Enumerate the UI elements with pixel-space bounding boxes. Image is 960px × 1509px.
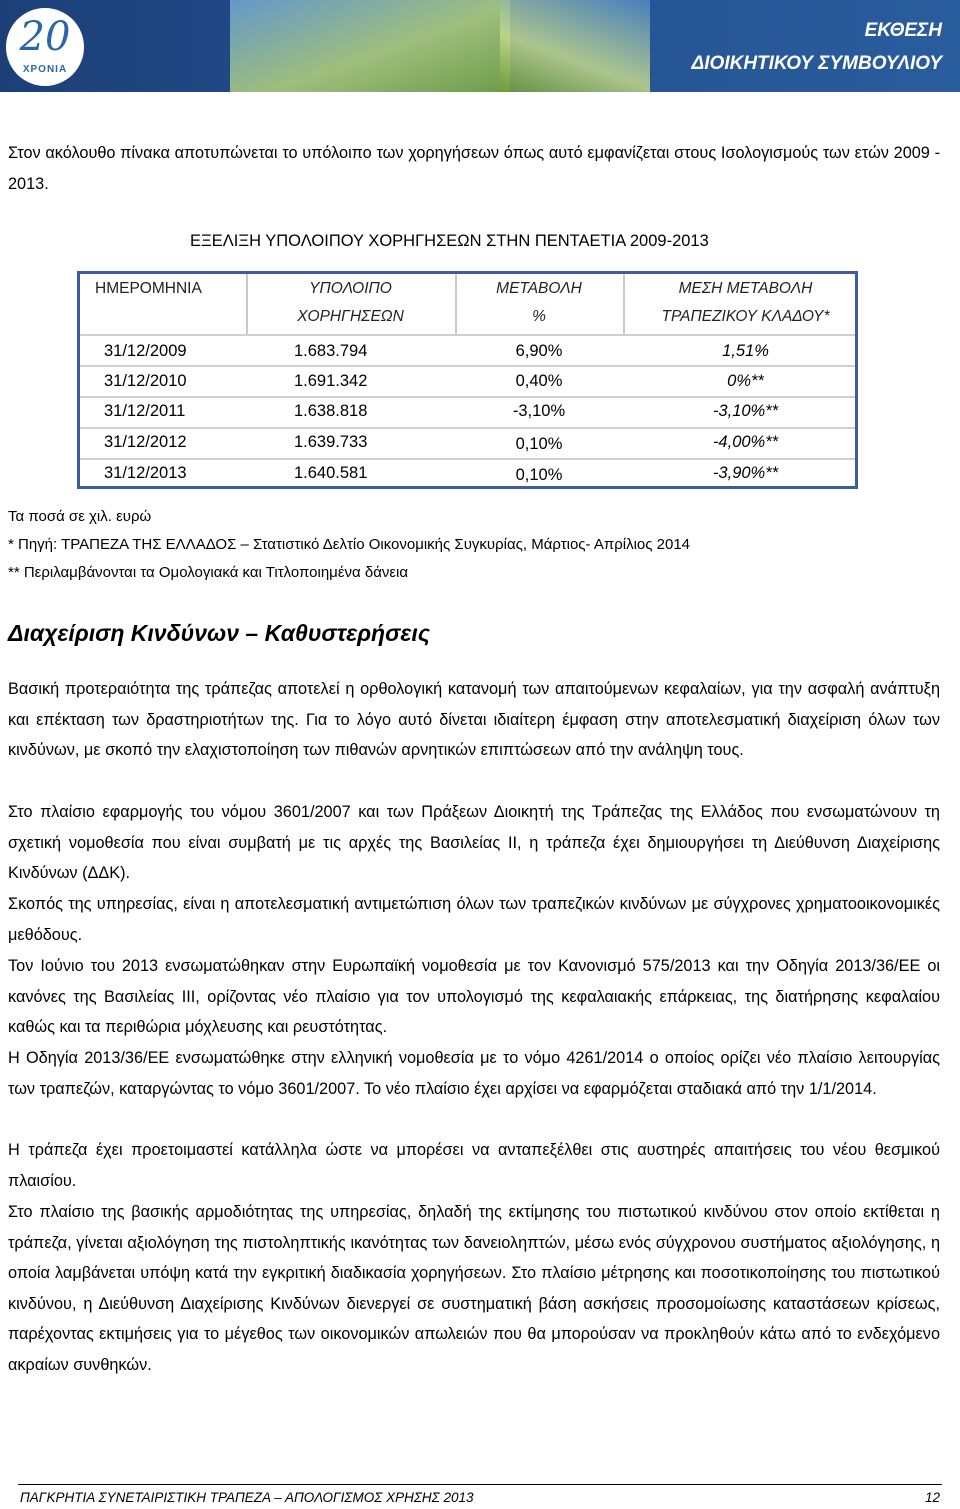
- footer-rule: [18, 1484, 942, 1485]
- col-header-balance-line2: ΧΟΡΗΓΗΣΕΩΝ: [297, 308, 404, 325]
- banner-photo-meadow: [500, 0, 650, 92]
- cell-change: 0,10%: [515, 435, 563, 453]
- cell-balance: 1.640.581: [294, 464, 368, 482]
- cell-date: 31/12/2011: [104, 402, 186, 420]
- paragraph: Η Οδηγία 2013/36/ΕΕ ενσωματώθηκε στην ελληνική νομοθεσία με το νόμο 4261/2014 ο οποίος ορίζει νέο πλαίσιο λειτουργίας των τραπεζών, καταργώντας το νόμο 3601/2007. Το νέο πλαίσιο έχει αρχίσει να εφαρμόζεται σταδιακά από την 1/1/2014.: [8, 1049, 940, 1098]
- units-note: Τα ποσά σε χιλ. ευρώ: [8, 508, 152, 525]
- cell-avg: -4,00%**: [712, 433, 779, 451]
- col-header-change-line1: ΜΕΤΑΒΟΛΗ: [496, 280, 582, 297]
- intro-paragraph: Στον ακόλουθο πίνακα αποτυπώνεται το υπόλοιπο των χορηγήσεων όπως αυτό εμφανίζεται στους Ισολογισμούς των ετών 2009 - 2013.: [8, 144, 940, 193]
- col-header-avg-line1: ΜΕΣΗ ΜΕΤΑΒΟΛΗ: [678, 280, 813, 297]
- paragraph: Στο πλαίσιο της βασικής αρμοδιότητας της υπηρεσίας, δηλαδή της εκτίμησης του πιστωτικού κινδύνου στον οποίο εκτίθεται η τράπεζα, γίνεται αξιολόγηση της πιστοληπτικής ικανότητας των δανειοληπτών, μέσω ενός σύγχρονου συστήματος αξιολόγησης, η οποία λαμβάνεται υπόψη κατά την εγκριτική διαδικασία χορηγήσεων. Στο πλαίσιο μέτρησης και ποσοτικοποίησης του πιστωτικού κινδύνου, η Διεύθυνση Διαχείρισης Κινδύνων διενεργεί σε συστηματική βάση ασκήσεις προσομοίωσης καταστάσεων κρίσεως, παρέχοντας εκτιμήσεις για το μέγεθος των οικονομικών απωλειών που θα μπορούσαν να προκληθούν κάτω από το ενδεχόμενο ακραίων συνθηκών.: [8, 1203, 940, 1374]
- anniversary-logo: [6, 8, 84, 86]
- included-note: ** Περιλαμβάνονται τα Ομολογιακά και Τιτλοποιημένα δάνεια: [8, 564, 409, 581]
- cell-date: 31/12/2013: [104, 464, 187, 482]
- col-header-avg-line2: ΤΡΑΠΕΖΙΚΟΥ ΚΛΑΔΟΥ*: [661, 308, 830, 325]
- paragraph: Σκοπός της υπηρεσίας, είναι η αποτελεσματική αντιμετώπιση όλων των τραπεζικών κινδύνων με σύγχρονες χρηματοοικονομικές μεθόδους.: [8, 895, 940, 944]
- report-title-line2: ΔΙΟΙΚΗΤΙΚΟΥ ΣΥΜΒΟΥΛΙΟΥ: [691, 53, 942, 74]
- cell-avg: -3,10%**: [712, 402, 779, 420]
- cell-balance: 1.691.342: [294, 372, 368, 390]
- cell-balance: 1.638.818: [294, 402, 368, 420]
- cell-change: 0,40%: [515, 372, 563, 390]
- header-separator: [80, 334, 855, 336]
- banner-photo-children: [230, 0, 510, 92]
- cell-balance: 1.683.794: [294, 342, 368, 360]
- col-header-change-line2: %: [532, 308, 546, 325]
- cell-avg: 0%**: [727, 372, 764, 390]
- row-separator: [80, 458, 855, 460]
- col-header-date: ΗΜΕΡΟΜΗΝΙΑ: [95, 280, 202, 297]
- row-separator: [80, 365, 855, 367]
- cell-date: 31/12/2010: [104, 372, 187, 390]
- cell-balance: 1.639.733: [294, 433, 368, 451]
- logo-number: 20: [19, 14, 71, 60]
- cell-change: 6,90%: [515, 342, 563, 360]
- paragraph: Στο πλαίσιο εφαρμογής του νόμου 3601/2007 και των Πράξεων Διοικητή της Τράπεζας της Ελλάδος που ενσωματώνουν τη σχετική νομοθεσία που είναι συμβατή με τις αρχές της Βασιλείας ΙΙ, η τράπεζα έχει δημιουργήσει τη Διεύθυνση Διαχείρισης Κινδύνων (ΔΔΚ).: [8, 803, 940, 883]
- header-banner: [0, 0, 960, 92]
- cell-date: 31/12/2012: [104, 433, 187, 451]
- footer-text: ΠΑΓΚΡΗΤΙΑ ΣΥΝΕΤΑΙΡΙΣΤΙΚΗ ΤΡΑΠΕΖΑ – ΑΠΟΛΟΓΙΣΜΟΣ ΧΡΗΣΗΣ 2013: [20, 1490, 474, 1505]
- cell-change: -3,10%: [512, 402, 566, 420]
- row-separator: [80, 396, 855, 398]
- cell-avg: -3,90%**: [712, 464, 779, 482]
- table-title: ΕΞΕΛΙΞΗ ΥΠΟΛΟΙΠΟΥ ΧΟΡΗΓΗΣΕΩΝ ΣΤΗΝ ΠΕΝΤΑΕΤΙΑ 2009-2013: [190, 232, 709, 250]
- report-title: [692, 14, 942, 80]
- section-title: Διαχείριση Κινδύνων – Καθυστερήσεις: [8, 620, 430, 646]
- page-number: 12: [924, 1490, 940, 1505]
- cell-change: 0,10%: [515, 466, 563, 484]
- col-header-balance-line1: ΥΠΟΛΟΙΠΟ: [309, 280, 392, 297]
- cell-avg: 1,51%: [722, 342, 769, 360]
- paragraph: Τον Ιούνιο του 2013 ενσωματώθηκαν στην Ευρωπαϊκή νομοθεσία με τον Κανονισμό 575/2013 και την Οδηγία 2013/36/ΕΕ οι κανόνες της Βασιλείας ΙΙΙ, ορίζοντας νέο πλαίσιο για τον υπολογισμό της κεφαλαιακής επάρκειας, της διατήρησης κεφαλαίου καθώς και τα περιθώρια μόχλευσης και ρευστότητας.: [8, 957, 940, 1037]
- paragraph: Η τράπεζα έχει προετοιμαστεί κατάλληλα ώστε να μπορέσει να ανταπεξέλθει στις αυστηρές απαιτήσεις του νέου θεσμικού πλαισίου.: [8, 1141, 940, 1190]
- logo-text: ΧΡΟΝΙΑ: [22, 64, 68, 75]
- report-title-line1: ΕΚΘΕΣΗ: [864, 20, 942, 41]
- paragraph: Βασική προτεραιότητα της τράπεζας αποτελεί η ορθολογική κατανομή των απαιτούμενων κεφαλαίων, για την ασφαλή ανάπτυξη και επέκταση των δραστηριοτήτων της. Για το λόγο αυτό δίνεται ιδιαίτερη έμφαση στην αποτελεσματική διαχείριση όλων των κινδύνων, με σκοπό την ελαχιστοποίηση των πιθανών αρνητικών επιπτώσεων από την ανάληψη τους.: [8, 680, 940, 760]
- cell-date: 31/12/2009: [104, 342, 187, 360]
- source-note: * Πηγή: ΤΡΑΠΕΖΑ ΤΗΣ ΕΛΛΑΔΟΣ – Στατιστικό Δελτίο Οικονομικής Συγκυρίας, Μάρτιος- Απρίλιος 2014: [8, 536, 691, 553]
- loans-balance-table: [77, 271, 858, 489]
- row-separator: [80, 427, 855, 429]
